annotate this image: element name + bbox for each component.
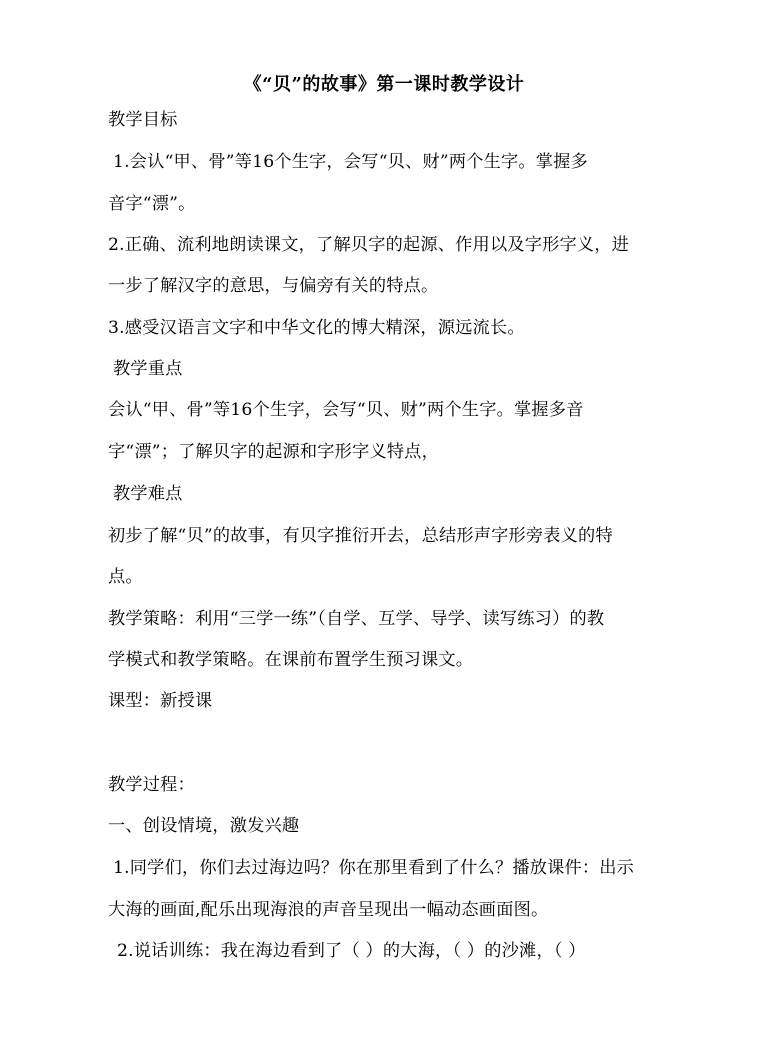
strategy-line-1: 教学策略：利用“三学一练”（自学、互学、导学、读写练习）的教 [108, 609, 605, 629]
lesson-type: 课型：新授课 [108, 691, 213, 711]
goal-1-line-2: 音字“漂”。 [108, 194, 196, 214]
step-2-line-1: 2.说话训练：我在海边看到了（ ）的大海，（ ）的沙滩，（ ） [117, 941, 586, 961]
step-1-line-2: 大海的画面,配乐出现海浪的声音呈现出一幅动态画面图。 [108, 900, 549, 920]
document-title: 《“贝”的故事》第一课时教学设计 [243, 74, 525, 95]
goal-1-line-1: 1.会认“甲、骨”等16个生字，会写“贝、财”两个生字。掌握多 [113, 152, 588, 172]
difficulty-heading: 教学难点 [113, 484, 183, 504]
section-1-heading: 一、创设情境，激发兴趣 [108, 816, 300, 836]
goal-2-line-1: 2.正确、流利地朗读课文，了解贝字的起源、作用以及字形字义，进 [108, 235, 630, 255]
difficulty-line-1: 初步了解“贝”的故事，有贝字推衍开去，总结形声字形旁表义的特 [108, 526, 613, 546]
difficulty-line-2: 点。 [108, 567, 143, 587]
goals-heading: 教学目标 [108, 110, 178, 130]
process-heading: 教学过程： [108, 775, 195, 795]
key-points-heading: 教学重点 [113, 359, 183, 379]
strategy-line-2: 学模式和教学策略。在课前布置学生预习课文。 [108, 650, 474, 670]
goal-2-line-2: 一步了解汉字的意思，与偏旁有关的特点。 [108, 276, 439, 296]
step-1-line-1: 1.同学们，你们去过海边吗？你在那里看到了什么？播放课件：出示 [113, 858, 635, 878]
goal-3: 3.感受汉语言文字和中华文化的博大精深，源远流长。 [108, 318, 525, 338]
key-points-line-2: 字“漂”；了解贝字的起源和字形字义特点， [108, 442, 439, 462]
key-points-line-1: 会认“甲、骨”等16个生字，会写“贝、财”两个生字。掌握多音 [108, 400, 584, 420]
